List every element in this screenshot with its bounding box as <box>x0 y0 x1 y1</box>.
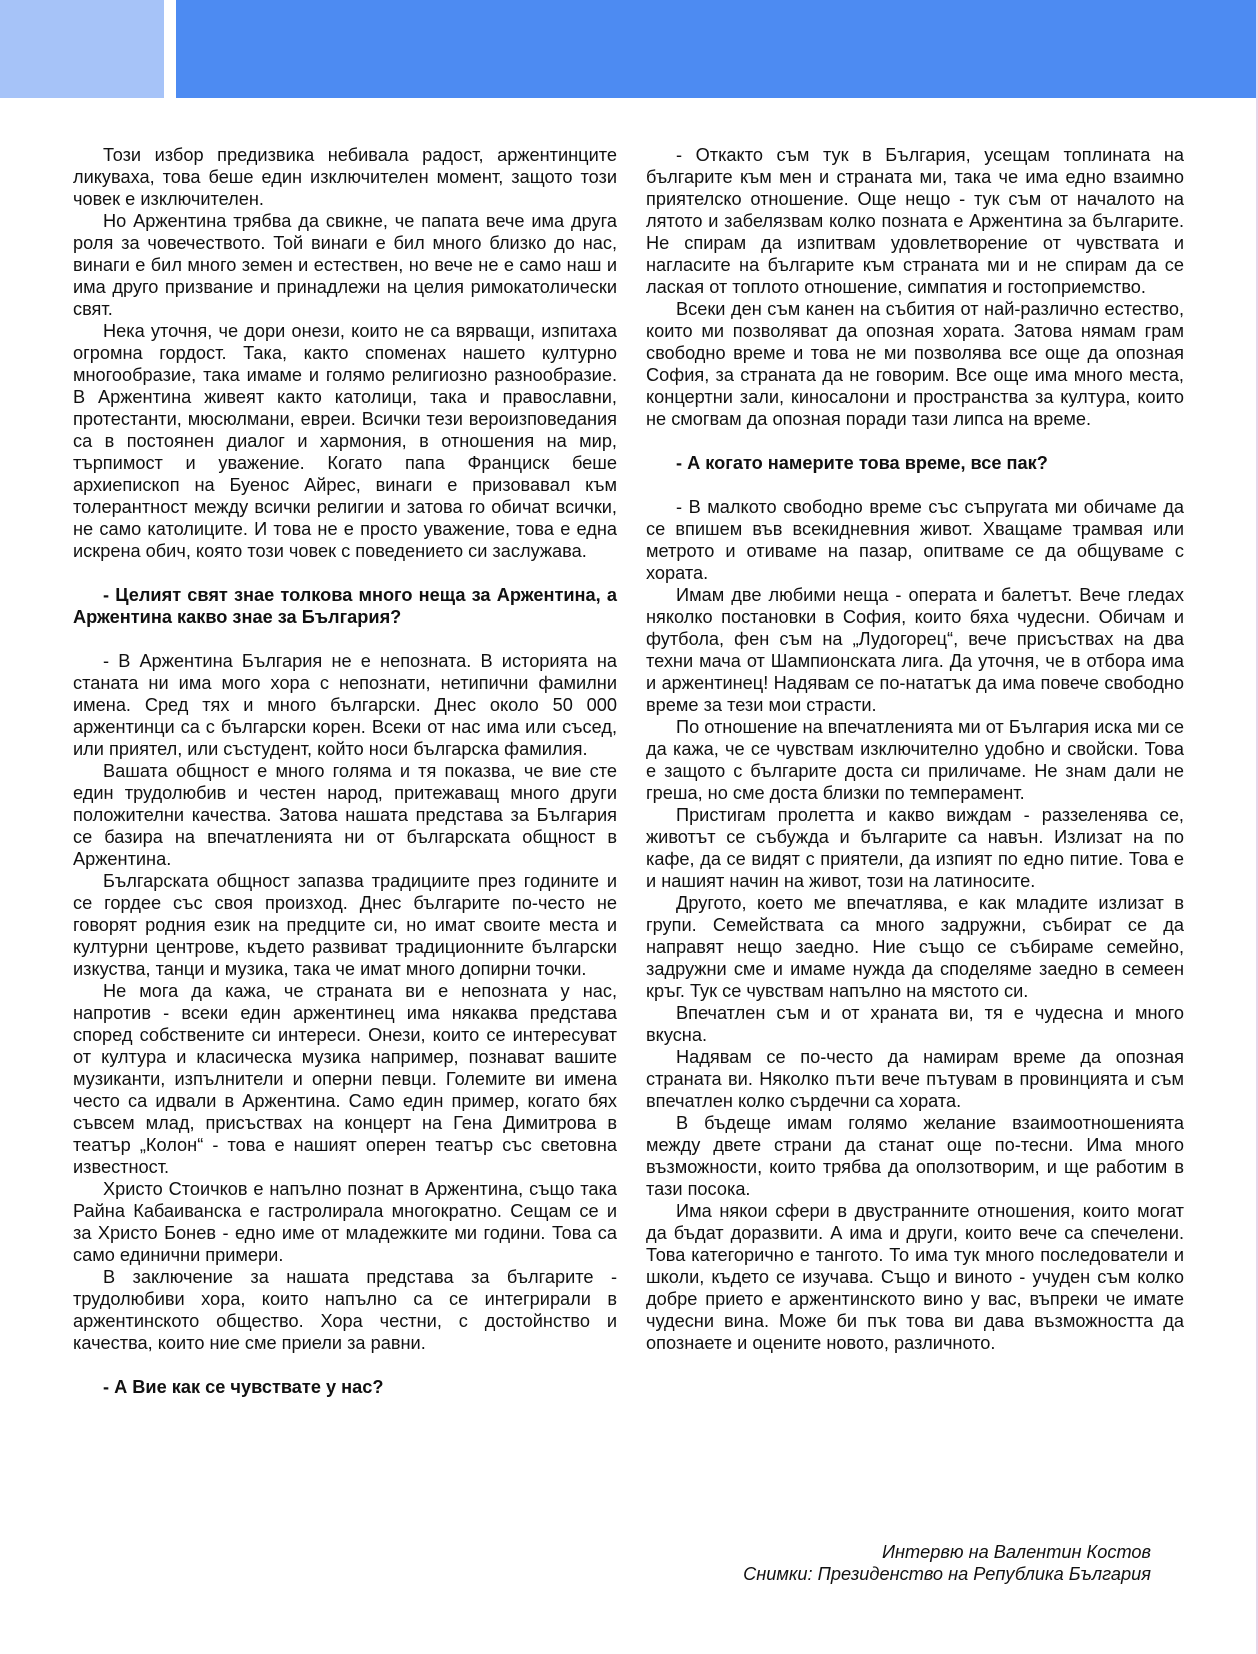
paragraph: - В малкото свободно време със съпругата ми обичаме да се впишем във всекидневния живот. Хващаме трамвая или метрото и отиваме на пазар, опитваме се да общуваме с хората. <box>646 497 1184 583</box>
paragraph: Вашата общност е много голяма и тя показва, че вие сте един трудолюбив и честен народ, притежаващ много други положителни качества. Затова нашата представа за България се базира на впечатленията ни от българската общност в Аржентина. <box>73 761 617 869</box>
paragraph: В бъдеще имам голямо желание взаимоотношенията между двете страни да станат още по-тесни. Има много възможности, които трябва да оползотворим, и ще работим в тази посока. <box>646 1113 1184 1199</box>
interview-question: - Целият свят знае толкова много неща за Аржентина, а Аржентина какво знае за България? <box>73 585 617 627</box>
header-accent-block <box>0 0 164 98</box>
paragraph: Надявам се по-често да намирам време да опозная страната ви. Няколко пъти вече пътувам в провинцията и съм впечатлен колко сърдечни са хората. <box>646 1047 1184 1111</box>
paragraph: - В Аржентина България не е непозната. В историята на станата ни има мого хора с непознати, нетипични фамилни имена. Сред тях и много български. Днес около 50 000 аржентинци са с български корен. Всеки от нас има или съсед, или приятел, или състудент, който носи българска фамилия. <box>73 651 617 759</box>
paragraph: Христо Стоичков е напълно познат в Аржентина, също така Райна Кабаиванска е гастролирала многократно. Сещам се и за Христо Бонев - едно име от младежките ми години. Това са само единични примери. <box>73 1179 617 1265</box>
paragraph: В заключение за нашата представа за българите - трудолюбиви хора, които напълно са се интегрирали в аржентинското общество. Хора честни, с достойнство и качества, които ние сме приели за равни. <box>73 1267 617 1353</box>
paragraph: Пристигам пролетта и какво виждам - раззеленява се, животът се събужда и българите са навън. Излизат на по кафе, да се видят с приятели, да изпият по едно питие. Това е и нашият начин на живот, този на латиносите. <box>646 805 1184 891</box>
photo-credit: Снимки: Президенство на Република България <box>743 1564 1151 1584</box>
paragraph: Има някои сфери в двустранните отношения, които могат да бъдат доразвити. А има и други, които вече са спечелени. Това категорично е тангото. То има тук много последователи и школи, където се изучава. Също и виното - учуден съм колко добре прието е аржентинското вино у вас, въпреки че имате чудесни вина. Може би пък това ви дава възможността да опознаете и оцените новото, различното. <box>646 1201 1184 1353</box>
interview-question: - А Вие как се чувствате у нас? <box>103 1377 384 1397</box>
paragraph: Впечатлен съм и от храната ви, тя е чудесна и много вкусна. <box>646 1003 1184 1045</box>
paragraph: Но Аржентина трябва да свикне, че папата вече има друга роля за човечеството. Той винаги е бил много близко до нас, винаги е бил много земен и естествен, но вече не е само наш и има друго призвание и принадлежи на целия римокатолически свят. <box>73 211 617 319</box>
paragraph: Другото, което ме впечатлява, е как младите излизат в групи. Семействата са много задружни, събират се да направят нещо заедно. Ние също се събираме семейно, задружни сме и имаме нужда да споделяме заедно в семеен кръг. Тук се чувствам напълно на мястото си. <box>646 893 1184 1001</box>
paragraph: - Откакто съм тук в България, усещам топлината на българите към мен и страната ми, така че има едно взаимно приятелско отношение. Още нещо - тук съм от началото на лятото и забелязвам колко позната е Аржентина за българите. Не спирам да изпитвам удовлетворение от чувствата и нагласите на българите към страната ми и не спирам да се лаская от топлото отношение, симпатия и гостоприемство. <box>646 145 1184 297</box>
article-credits <box>646 1541 1151 1585</box>
interviewer-credit: Интервю на Валентин Костов <box>881 1542 1151 1562</box>
paragraph: Имам две любими неща - операта и балетът. Вече гледах няколко постановки в София, които бяха чудесни. Обичам и футбола, фен съм на „Лудогорец“, вече присъствах на два техни мача от Шампионската лига. Да уточня, че в отбора има и аржентинец! Надявам се по-нататък да има повече свободно време за тези мои страсти. <box>646 585 1184 715</box>
interview-question: - А когато намерите това време, все пак? <box>676 453 1048 473</box>
paragraph: Всеки ден съм канен на събития от най-различно естество, които ми позволяват да опозная хората. Затова нямам грам свободно време и това не ми позволява все още да опозная София, за страната да не говорим. Все още има много места, концертни зали, киносалони и пространства за култура, които не смогвам да опозная поради тази липса на време. <box>646 299 1184 429</box>
paragraph: Не мога да кажа, че страната ви е непозната у нас, напротив - всеки един аржентинец има някаква представа според собствените си интереси. Онези, които се интересуват от култура и класическа музика например, познават вашите музиканти, изпълнители и оперни певци. Големите ви имена често са идвали в Аржентина. Само един пример, когато бях съвсем млад, присъствах на концерт на Гена Димитрова в театър „Колон“ - това е нашият оперен театър със световна известност. <box>73 981 617 1177</box>
article-column-right <box>646 144 1184 1354</box>
paragraph: Нека уточня, че дори онези, които не са вярващи, изпитаха огромна гордост. Така, както споменах нашето културно многообразие, така имаме и голямо религиозно разнообразие. В Аржентина живеят както католици, така и православни, протестанти, мюсюлмани, евреи. Всички тези вероизповедания са в постоянен диалог и хармония, в отношения на мир, търпимост и уважение. Когато папа Франциск беше архиепископ на Буенос Айрес, винаги е призовавал към толерантност между всички религии и затова го обичат всички, не само католиците. И това не е просто уважение, това е една искрена обич, която този човек с поведението си заслужава. <box>73 321 617 561</box>
article-column-left <box>73 144 617 1398</box>
paragraph: Българската общност запазва традициите през годините и се гордее със своя произход. Днес българите по-често не говорят родния език на предците си, но имат своите места и културни центрове, където развиват традиционните български изкуства, танци и музика, така че имат много допирни точки. <box>73 871 617 979</box>
paragraph: По отношение на впечатленията ми от България иска ми се да кажа, че се чувствам изключително удобно и свойски. Това е защото с българите доста си приличаме. Не знам дали не греша, но сме доста близки по темперамент. <box>646 717 1184 803</box>
header-banner <box>176 0 1256 98</box>
paragraph: Този избор предизвика небивала радост, аржентинците ликуваха, това беше един изключителен момент, защото този човек е изключителен. <box>73 145 617 209</box>
